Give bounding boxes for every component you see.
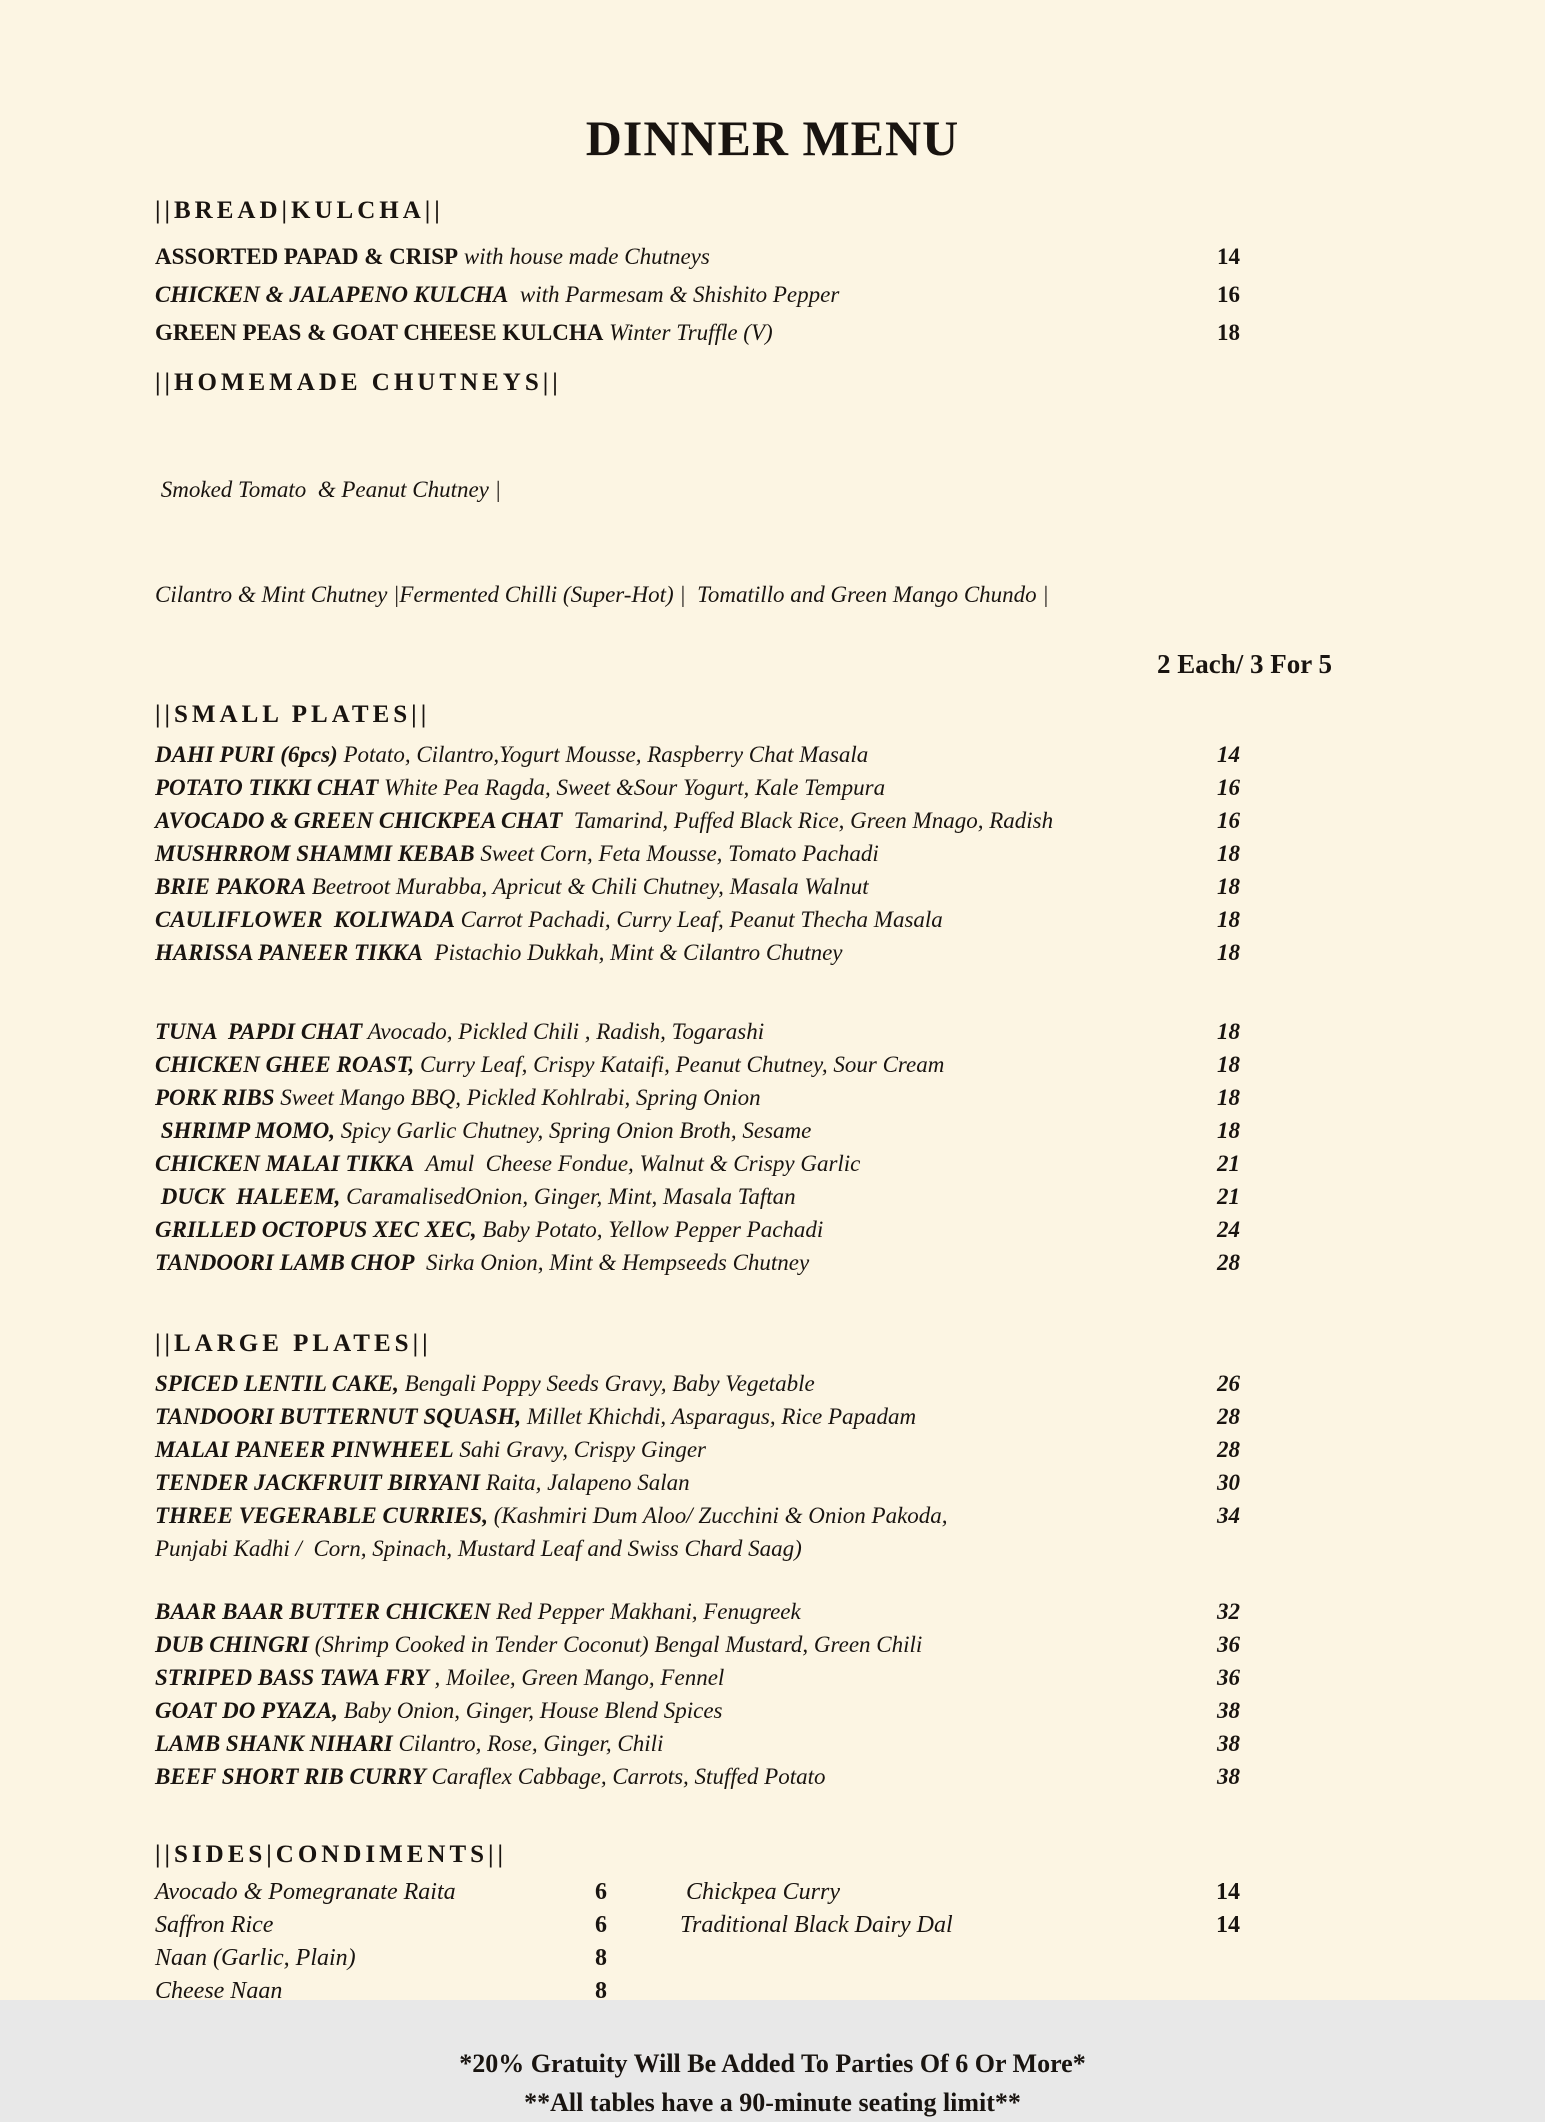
side-item-row xyxy=(155,1876,635,1909)
menu-item-price: 21 xyxy=(1217,1184,1240,1209)
section-header-homemade-chutneys: ||HOMEMADE CHUTNEYS|| xyxy=(155,369,562,396)
menu-item-name: AVOCADO & GREEN CHICKPEA CHAT xyxy=(155,808,563,833)
menu-item-text xyxy=(155,1367,1150,1400)
menu-item-row xyxy=(155,1727,1240,1760)
section-large-plates xyxy=(155,1327,1240,1793)
sides-left-column xyxy=(155,1876,635,2008)
menu-item-row xyxy=(155,1114,1240,1147)
menu-item-price: 16 xyxy=(1217,808,1240,833)
large-plates-group-a xyxy=(155,1367,1240,1565)
menu-item-name: DAHI PURI (6pcs) xyxy=(155,742,338,767)
menu-item-name: GRILLED OCTOPUS XEC XEC, xyxy=(155,1217,477,1242)
section-header-small-plates: ||SMALL PLATES|| xyxy=(155,701,431,728)
menu-item-text xyxy=(155,1661,1150,1694)
group-gap xyxy=(155,1565,1240,1595)
menu-item-name: STRIPED BASS TAWA FRY xyxy=(155,1665,429,1690)
menu-item-name: POTATO TIKKI CHAT xyxy=(155,775,379,800)
chutney-price: 2 Each/ 3 For 5 xyxy=(1157,649,1332,679)
section-header-bread-kulcha: ||BREAD|KULCHA|| xyxy=(155,197,444,224)
side-item-price: 8 xyxy=(595,1978,607,2004)
menu-item-name: DUCK HALEEM, xyxy=(155,1184,341,1209)
menu-item-name: HARISSA PANEER TIKKA xyxy=(155,940,424,965)
menu-item-row xyxy=(155,1367,1240,1400)
menu-item-text xyxy=(155,870,1150,903)
menu-item-row xyxy=(155,238,1240,276)
menu-item-price: 18 xyxy=(1217,940,1240,965)
side-item-row xyxy=(155,1942,635,1975)
sides-right-column xyxy=(635,1876,1240,1942)
menu-item-price: 36 xyxy=(1217,1632,1240,1657)
menu-item-text xyxy=(155,837,1150,870)
menu-item-row xyxy=(155,1048,1240,1081)
menu-item-row xyxy=(155,1466,1240,1499)
side-item-price: 8 xyxy=(595,1945,607,1971)
menu-item-price: 14 xyxy=(1217,244,1240,269)
menu-item-text xyxy=(155,738,1150,771)
menu-item-text xyxy=(155,1532,1150,1565)
menu-item-price: 38 xyxy=(1217,1764,1240,1789)
chutney-line-1: Smoked Tomato & Peanut Chutney | xyxy=(155,477,501,502)
menu-item-description: Beetroot Murabba, Apricut & Chili Chutney, Masala Walnut xyxy=(306,874,869,899)
menu-item-row xyxy=(155,1400,1240,1433)
menu-item-row xyxy=(155,276,1240,314)
menu-item-name: ASSORTED PAPAD & CRISP xyxy=(155,244,459,269)
menu-item-description: Avocado, Pickled Chili , Radish, Togarashi xyxy=(362,1019,765,1044)
side-item-name: Cheese Naan xyxy=(155,1978,283,2004)
menu-item-description: Spicy Garlic Chutney, Spring Onion Broth, Sesame xyxy=(335,1118,812,1143)
menu-item-text xyxy=(155,1180,1150,1213)
menu-item-description: Sirka Onion, Mint & Hempseeds Chutney xyxy=(414,1250,810,1275)
menu-item-description: Raita, Jalapeno Salan xyxy=(480,1470,690,1495)
menu-item-name: BRIE PAKORA xyxy=(155,874,307,899)
menu-item-name: BAAR BAAR BUTTER CHICKEN xyxy=(155,1599,491,1624)
section-small-plates xyxy=(155,698,1240,1279)
small-plates-group-a xyxy=(155,738,1240,969)
menu-item-price: 16 xyxy=(1217,775,1240,800)
section-bread-kulcha xyxy=(155,194,1240,352)
menu-item-name: BEEF SHORT RIB CURRY xyxy=(155,1764,426,1789)
menu-item-text xyxy=(155,1466,1150,1499)
menu-item-description: Tamarind, Puffed Black Rice, Green Mnago, Radish xyxy=(562,808,1054,833)
menu-item-text xyxy=(155,1760,1150,1793)
side-item-name: Naan (Garlic, Plain) xyxy=(155,1945,356,1971)
menu-item-text xyxy=(155,238,1150,276)
menu-item-row xyxy=(155,1015,1240,1048)
large-plates-group-b xyxy=(155,1595,1240,1793)
menu-item-price: 18 xyxy=(1217,1085,1240,1110)
menu-item-price: 18 xyxy=(1217,841,1240,866)
menu-item-price: 18 xyxy=(1217,1118,1240,1143)
chutney-lines xyxy=(155,402,1157,682)
menu-item-name: GREEN PEAS & GOAT CHEESE KULCHA xyxy=(155,320,604,345)
menu-item-name: SHRIMP MOMO, xyxy=(155,1118,335,1143)
menu-item-row xyxy=(155,1532,1240,1565)
side-item-price: 6 xyxy=(595,1912,607,1938)
menu-item-text xyxy=(155,1400,1150,1433)
menu-item-description: Amul Cheese Fondue, Walnut & Crispy Garlic xyxy=(414,1151,861,1176)
menu-item-text xyxy=(155,1433,1150,1466)
menu-item-row xyxy=(155,738,1240,771)
bread-items-list xyxy=(155,238,1240,352)
side-item-name: Traditional Black Dairy Dal xyxy=(680,1912,953,1938)
menu-item-name: TANDOORI BUTTERNUT SQUASH, xyxy=(155,1404,522,1429)
menu-item-name: CAULIFLOWER KOLIWADA xyxy=(155,907,455,932)
side-item-row xyxy=(155,1909,635,1942)
menu-item-name: LAMB SHANK NIHARI xyxy=(155,1731,393,1756)
menu-item-name: SPICED LENTIL CAKE, xyxy=(155,1371,399,1396)
menu-item-price: 26 xyxy=(1217,1371,1240,1396)
menu-item-name: MUSHRROM SHAMMI KEBAB xyxy=(155,841,475,866)
menu-item-text xyxy=(155,936,1150,969)
menu-item-row xyxy=(155,903,1240,936)
menu-item-text xyxy=(155,1727,1150,1760)
menu-item-text xyxy=(155,1628,1150,1661)
menu-item-row xyxy=(155,1147,1240,1180)
side-item-name: Chickpea Curry xyxy=(680,1879,840,1905)
menu-item-description: Sweet Corn, Feta Mousse, Tomato Pachadi xyxy=(474,841,879,866)
menu-item-row xyxy=(155,771,1240,804)
menu-item-price: 38 xyxy=(1217,1698,1240,1723)
menu-item-price: 32 xyxy=(1217,1599,1240,1624)
menu-item-price: 14 xyxy=(1217,742,1240,767)
side-item-row xyxy=(680,1909,1240,1942)
menu-item-description: Caraflex Cabbage, Carrots, Stuffed Potato xyxy=(425,1764,826,1789)
menu-item-text xyxy=(155,771,1150,804)
menu-item-text xyxy=(155,1213,1150,1246)
footer-gratuity-note: *20% Gratuity Will Be Added To Parties Of 6 Or More* xyxy=(459,2049,1086,2078)
menu-item-price: 34 xyxy=(1217,1503,1240,1528)
menu-item-row xyxy=(155,1499,1240,1532)
menu-item-text xyxy=(155,1081,1150,1114)
menu-item-price: 28 xyxy=(1217,1437,1240,1462)
menu-item-row xyxy=(155,870,1240,903)
menu-item-row xyxy=(155,1628,1240,1661)
side-item-row xyxy=(155,1975,635,2008)
menu-item-name: MALAI PANEER PINWHEEL xyxy=(155,1437,454,1462)
menu-item-description: Pistachio Dukkah, Mint & Cilantro Chutney xyxy=(423,940,843,965)
menu-item-price: 18 xyxy=(1217,1019,1240,1044)
menu-item-price: 18 xyxy=(1217,907,1240,932)
menu-item-description: with house made Chutneys xyxy=(458,244,710,269)
menu-item-text xyxy=(155,903,1150,936)
menu-item-description: Millet Khichdi, Asparagus, Rice Papadam xyxy=(521,1404,917,1429)
menu-item-description: , Moilee, Green Mango, Fennel xyxy=(428,1665,725,1690)
side-item-name: Avocado & Pomegranate Raita xyxy=(155,1879,456,1905)
chutney-row xyxy=(155,402,1332,682)
menu-item-text xyxy=(155,1595,1150,1628)
side-item-price: 14 xyxy=(1216,1912,1240,1938)
menu-item-description: CaramalisedOnion, Ginger, Mint, Masala Taftan xyxy=(340,1184,796,1209)
menu-item-description: Sahi Gravy, Crispy Ginger xyxy=(453,1437,706,1462)
menu-item-row xyxy=(155,1433,1240,1466)
menu-item-text xyxy=(155,314,1150,352)
menu-item-row xyxy=(155,1081,1240,1114)
menu-item-description: Winter Truffle (V) xyxy=(603,320,773,345)
footer-notes xyxy=(0,2044,1545,2122)
menu-item-row xyxy=(155,314,1240,352)
menu-item-price: 28 xyxy=(1217,1250,1240,1275)
menu-item-price: 16 xyxy=(1217,282,1240,307)
menu-item-price: 18 xyxy=(1217,874,1240,899)
menu-item-text xyxy=(155,804,1150,837)
menu-item-description: Potato, Cilantro,Yogurt Mousse, Raspberry Chat Masala xyxy=(337,742,869,767)
menu-item-price: 36 xyxy=(1217,1665,1240,1690)
menu-item-name: CHICKEN & JALAPENO KULCHA xyxy=(155,282,509,307)
menu-item-description: Red Pepper Makhani, Fenugreek xyxy=(490,1599,801,1624)
menu-item-description: (Kashmiri Dum Aloo/ Zucchini & Onion Pakoda, xyxy=(487,1503,948,1528)
section-homemade-chutneys xyxy=(155,366,1332,682)
menu-item-row xyxy=(155,837,1240,870)
menu-item-row xyxy=(155,1246,1240,1279)
menu-item-price: 21 xyxy=(1217,1151,1240,1176)
side-item-name: Saffron Rice xyxy=(155,1912,274,1938)
menu-item-description: Baby Potato, Yellow Pepper Pachadi xyxy=(476,1217,824,1242)
menu-item-description: Bengali Poppy Seeds Gravy, Baby Vegetable xyxy=(398,1371,815,1396)
menu-item-description: with Parmesam & Shishito Pepper xyxy=(508,282,840,307)
menu-item-price: 24 xyxy=(1217,1217,1240,1242)
menu-item-description: Baby Onion, Ginger, House Blend Spices xyxy=(337,1698,723,1723)
menu-item-description: (Shrimp Cooked in Tender Coconut) Bengal Mustard, Green Chili xyxy=(309,1632,923,1657)
menu-item-row xyxy=(155,1180,1240,1213)
side-item-price: 14 xyxy=(1216,1879,1240,1905)
menu-item-price: 18 xyxy=(1217,320,1240,345)
menu-item-row xyxy=(155,1760,1240,1793)
menu-item-text xyxy=(155,1114,1150,1147)
menu-item-text xyxy=(155,1246,1150,1279)
menu-item-price: 30 xyxy=(1217,1470,1240,1495)
section-header-sides-condiments: ||SIDES|CONDIMENTS|| xyxy=(155,1841,508,1868)
menu-item-row xyxy=(155,936,1240,969)
side-item-price: 6 xyxy=(595,1879,607,1905)
page-title: DINNER MENU xyxy=(585,110,960,166)
menu-item-row xyxy=(155,1694,1240,1727)
small-plates-group-b xyxy=(155,1015,1240,1279)
menu-item-description: Carrot Pachadi, Curry Leaf, Peanut Thecha Masala xyxy=(454,907,943,932)
menu-item-row xyxy=(155,1661,1240,1694)
menu-item-name: DUB CHINGRI xyxy=(155,1632,310,1657)
menu-item-name: CHICKEN GHEE ROAST, xyxy=(155,1052,415,1077)
menu-item-price: 38 xyxy=(1217,1731,1240,1756)
menu-item-text xyxy=(155,1147,1150,1180)
side-item-row xyxy=(680,1876,1240,1909)
menu-item-row xyxy=(155,804,1240,837)
menu-item-name: PORK RIBS xyxy=(155,1085,275,1110)
menu-item-text xyxy=(155,1048,1150,1081)
menu-item-name: THREE VEGERABLE CURRIES, xyxy=(155,1503,488,1528)
sides-grid xyxy=(155,1876,1240,2008)
menu-item-name: TUNA PAPDI CHAT xyxy=(155,1019,363,1044)
section-header-large-plates: ||LARGE PLATES|| xyxy=(155,1330,432,1357)
menu-item-name: TANDOORI LAMB CHOP xyxy=(155,1250,415,1275)
menu-item-description: White Pea Ragda, Sweet &Sour Yogurt, Kale Tempura xyxy=(378,775,886,800)
menu-item-price: 18 xyxy=(1217,1052,1240,1077)
menu-item-price: 28 xyxy=(1217,1404,1240,1429)
menu-item-text xyxy=(155,1015,1150,1048)
menu-item-text xyxy=(155,1694,1150,1727)
menu-item-name: TENDER JACKFRUIT BIRYANI xyxy=(155,1470,481,1495)
menu-item-text xyxy=(155,1499,1150,1532)
section-sides-condiments xyxy=(155,1838,1240,2008)
menu-item-text xyxy=(155,276,1150,314)
menu-item-row xyxy=(155,1595,1240,1628)
menu-item-description: Sweet Mango BBQ, Pickled Kohlrabi, Spring Onion xyxy=(274,1085,761,1110)
menu-item-description: Cilantro, Rose, Ginger, Chili xyxy=(392,1731,664,1756)
menu-item-name: GOAT DO PYAZA, xyxy=(155,1698,338,1723)
menu-item-name: CHICKEN MALAI TIKKA xyxy=(155,1151,415,1176)
chutney-line-2: Cilantro & Mint Chutney |Fermented Chilli (Super-Hot) | Tomatillo and Green Mango Chundo | xyxy=(155,582,1049,607)
menu-item-description: Curry Leaf, Crispy Kataifi, Peanut Chutney, Sour Cream xyxy=(414,1052,945,1077)
menu-item-description: Punjabi Kadhi / Corn, Spinach, Mustard Leaf and Swiss Chard Saag) xyxy=(155,1536,802,1561)
footer-seating-note: **All tables have a 90-minute seating limit** xyxy=(524,2088,1021,2117)
menu-item-row xyxy=(155,1213,1240,1246)
group-gap xyxy=(155,969,1240,1015)
